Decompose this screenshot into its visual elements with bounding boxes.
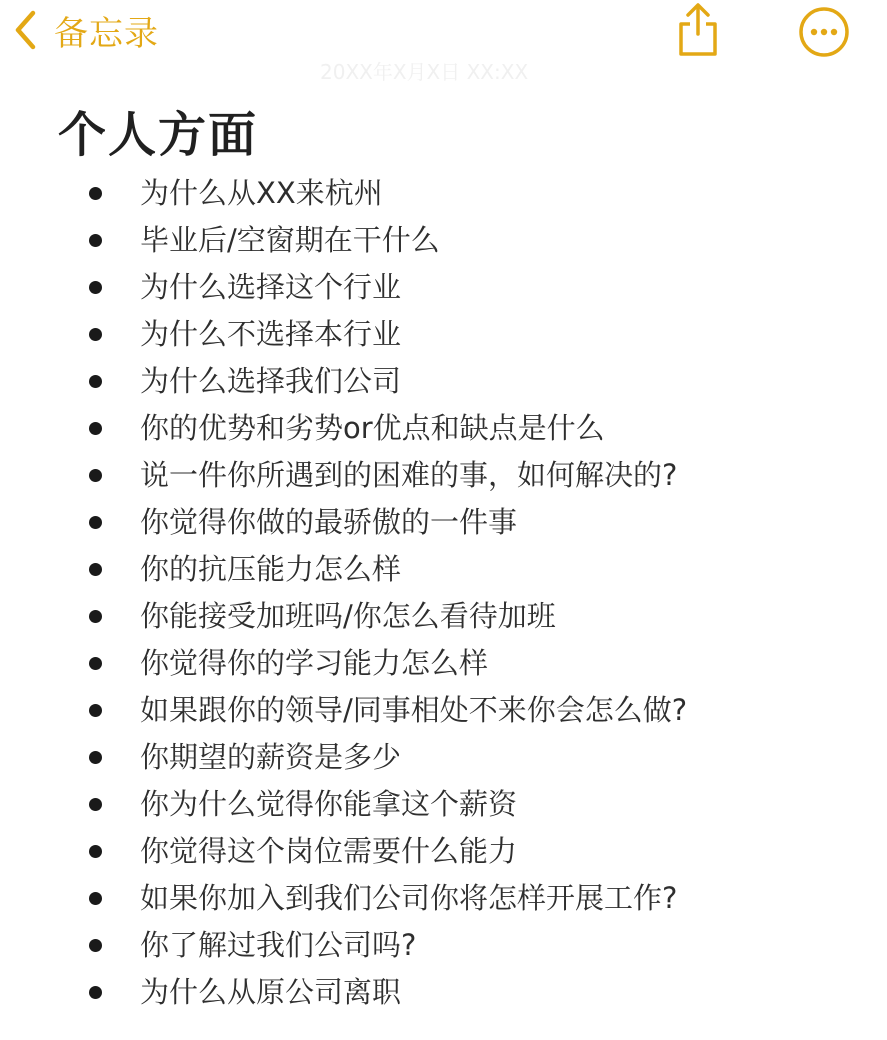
bullet-icon [89, 375, 102, 388]
bullet-icon [89, 516, 102, 529]
list-item-text: 为什么从原公司离职 [140, 975, 402, 1009]
list-item [0, 687, 887, 734]
list-item [0, 734, 887, 781]
note-date: 20XX年X月X日 XX:XX [320, 60, 529, 84]
list-item [0, 875, 887, 922]
list-item [0, 640, 887, 687]
bullet-icon [89, 234, 102, 247]
bullet-icon [89, 939, 102, 952]
list-item [0, 781, 887, 828]
list-item-text: 你觉得你的学习能力怎么样 [140, 646, 489, 680]
navigation-bar [0, 0, 887, 64]
more-button[interactable] [798, 6, 850, 58]
list-item-text: 如果跟你的领导/同事相处不来你会怎么做? [140, 693, 688, 727]
bullet-icon [89, 892, 102, 905]
bullet-icon [89, 657, 102, 670]
list-item-text: 为什么选择这个行业 [140, 270, 402, 304]
list-item [0, 593, 887, 640]
list-item [0, 311, 887, 358]
list-item [0, 499, 887, 546]
list-item-text: 说一件你所遇到的困难的事，如何解决的? [140, 458, 678, 492]
bullet-icon [89, 798, 102, 811]
list-item [0, 969, 887, 1016]
list-item-text: 你的抗压能力怎么样 [140, 552, 402, 586]
question-list [0, 170, 887, 1016]
back-label: 备忘录 [54, 13, 159, 54]
list-item [0, 405, 887, 452]
list-item [0, 170, 887, 217]
list-item-text: 你为什么觉得你能拿这个薪资 [140, 787, 518, 821]
bullet-icon [89, 422, 102, 435]
list-item-text: 你能接受加班吗/你怎么看待加班 [140, 599, 556, 633]
bullet-icon [89, 563, 102, 576]
list-item-text: 为什么从XX来杭州 [140, 176, 383, 210]
bullet-icon [89, 986, 102, 999]
list-item-text: 为什么不选择本行业 [140, 317, 402, 351]
back-button[interactable] [14, 6, 159, 54]
list-item-text: 你觉得你做的最骄傲的一件事 [140, 505, 518, 539]
note-title: 个人方面 [58, 107, 259, 163]
bullet-icon [89, 187, 102, 200]
list-item-text: 毕业后/空窗期在干什么 [140, 223, 440, 257]
more-icon [798, 43, 850, 62]
list-item-text: 如果你加入到我们公司你将怎样开展工作? [140, 881, 678, 915]
bullet-icon [89, 704, 102, 717]
list-item [0, 828, 887, 875]
bullet-icon [89, 281, 102, 294]
list-item [0, 546, 887, 593]
share-icon [672, 43, 724, 62]
list-item [0, 452, 887, 499]
share-button[interactable] [672, 2, 724, 58]
list-item-text: 你觉得这个岗位需要什么能力 [140, 834, 518, 868]
chevron-left-icon [14, 10, 36, 50]
bullet-icon [89, 845, 102, 858]
list-item-text: 为什么选择我们公司 [140, 364, 402, 398]
list-item [0, 264, 887, 311]
list-item-text: 你的优势和劣势or优点和缺点是什么 [140, 411, 605, 445]
list-item-text: 你了解过我们公司吗? [140, 928, 417, 962]
list-item-text: 你期望的薪资是多少 [140, 740, 402, 774]
list-item [0, 217, 887, 264]
bullet-icon [89, 610, 102, 623]
bullet-icon [89, 328, 102, 341]
list-item [0, 922, 887, 969]
bullet-icon [89, 751, 102, 764]
bullet-icon [89, 469, 102, 482]
list-item [0, 358, 887, 405]
